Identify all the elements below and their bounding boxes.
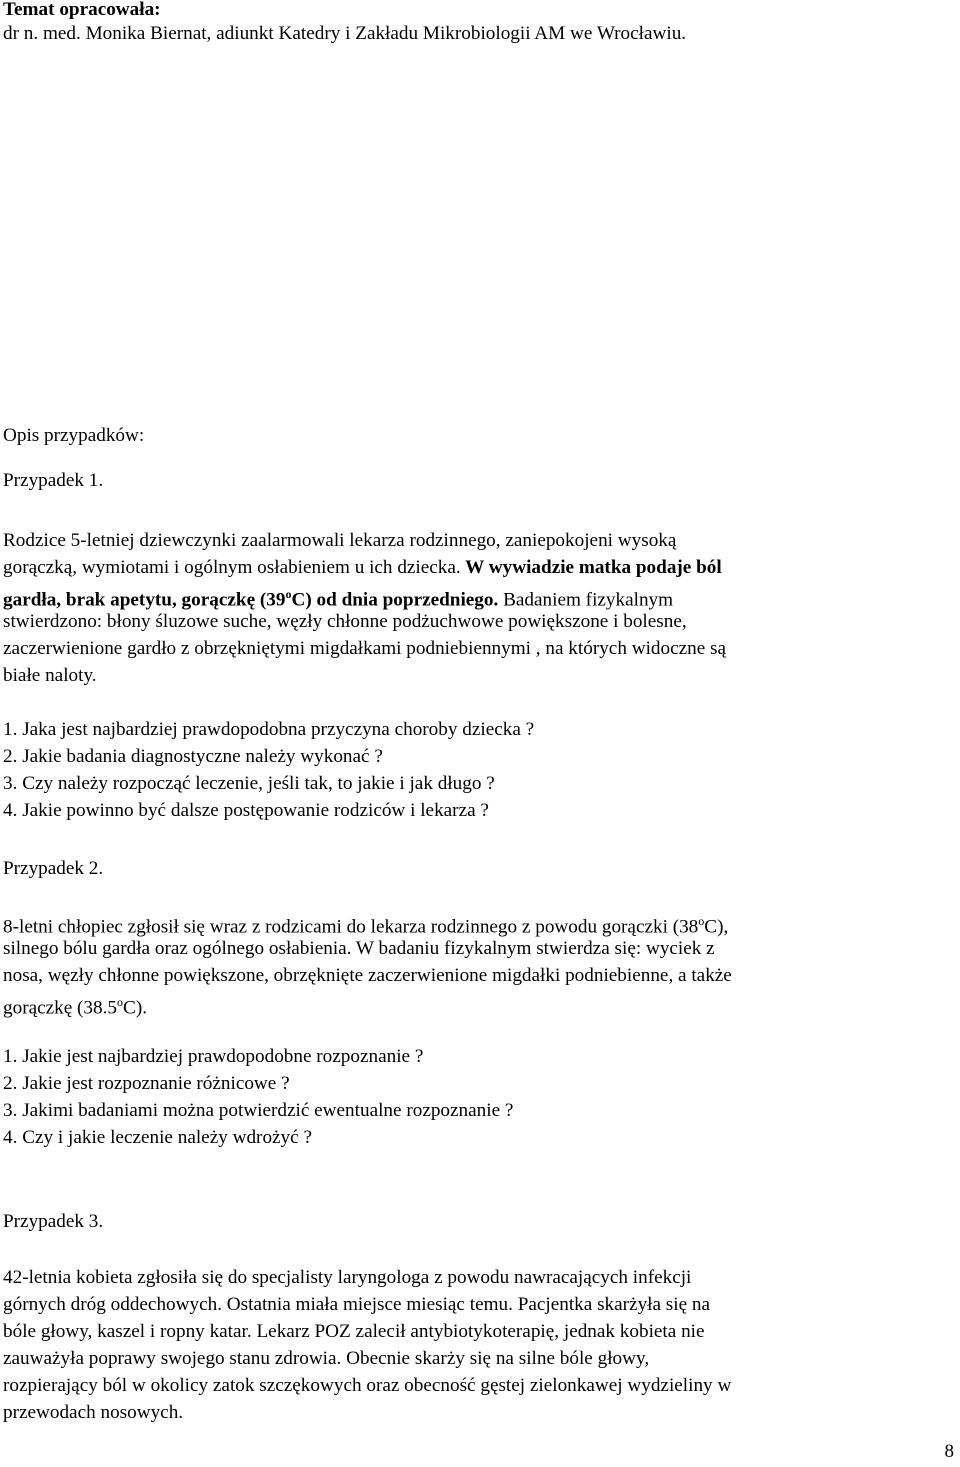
case-2-line-3: nosa, węzły chłonne powiększone, obrzęknięte zaczerwienione migdałki podniebienne, a także (3, 965, 732, 986)
case-1-line-2-a: gorączką, wymiotami i ogólnym osłabieniem u ich dziecka. (3, 557, 461, 578)
case-1-question-1: 1. Jaka jest najbardziej prawdopodobna przyczyna choroby dziecka ? (3, 719, 535, 740)
case-1-degree-sign: o (285, 587, 292, 601)
author-label: Temat opracowała: (3, 0, 161, 20)
case-3-line-3: bóle głowy, kaszel i ropny katar. Lekarz POZ zalecił antybiotykoterapię, jednak kobieta nie (3, 1321, 705, 1342)
case-1-line-5: zaczerwienione gardło z obrzękniętymi migdałkami podniebiennymi , na których widoczne są (3, 638, 727, 659)
author-name: dr n. med. Monika Biernat, adiunkt Katedry i Zakładu Mikrobiologii AM we Wrocławiu. (3, 23, 687, 44)
case-1-line-3-b: C) od dnia poprzedniego. (291, 589, 499, 611)
case-1-line-3-c: Badaniem fizykalnym (498, 589, 674, 611)
case-2-line-2: silnego bólu gardła oraz ogólnego osłabienia. W badaniu fizykalnym stwierdza się: wyciek z (3, 938, 715, 959)
case-2-line-1-b: C), (704, 916, 729, 938)
case-2-question-3: 3. Jakimi badaniami można potwierdzić ewentualne rozpoznanie ? (3, 1100, 514, 1121)
case-1-title: Przypadek 1. (3, 470, 104, 491)
case-2-line-4-b: C). (123, 997, 147, 1019)
case-3-line-4: zauważyła poprawy swojego stanu zdrowia. Obecnie skarży się na silne bóle głowy, (3, 1348, 650, 1369)
case-2-degree-sign-1: o (698, 914, 705, 928)
case-1-question-3: 3. Czy należy rozpocząć leczenie, jeśli tak, to jakie i jak długo ? (3, 773, 495, 794)
section-title: Opis przypadków: (3, 425, 145, 446)
case-1-question-2: 2. Jakie badania diagnostyczne należy wykonać ? (3, 746, 383, 767)
case-1-line-6: białe naloty. (3, 665, 97, 686)
case-1-line-3-a: gardła, brak apetytu, gorączkę (39 (3, 589, 286, 611)
case-3-line-6: przewodach nosowych. (3, 1402, 184, 1423)
case-1-question-4: 4. Jakie powinno być dalsze postępowanie rodziców i lekarza ? (3, 800, 489, 821)
case-3-line-1: 42-letnia kobieta zgłosiła się do specjalisty laryngologa z powodu nawracających infekcji (3, 1267, 692, 1288)
case-2-question-2: 2. Jakie jest rozpoznanie różnicowe ? (3, 1073, 290, 1094)
case-2-question-1: 1. Jakie jest najbardziej prawdopodobne rozpoznanie ? (3, 1046, 424, 1067)
case-2-line-4 (3, 989, 147, 1021)
case-2-line-1-a: 8-letni chłopiec zgłosił się wraz z rodzicami do lekarza rodzinnego z powodu gorączki (38 (3, 916, 699, 938)
case-3-title: Przypadek 3. (3, 1211, 104, 1232)
case-1-line-1: Rodzice 5-letniej dziewczynki zaalarmowali lekarza rodzinnego, zaniepokojeni wysoką (3, 530, 677, 551)
case-2-degree-sign-2: o (117, 995, 124, 1009)
case-1-line-2 (3, 554, 722, 581)
case-2-title: Przypadek 2. (3, 858, 104, 879)
case-3-line-2: górnych dróg oddechowych. Ostatnia miała miejsce miesiąc temu. Pacjentka skarżyła się na (3, 1294, 711, 1315)
case-1-line-2-b: W wywiadzie matka podaje ból (460, 557, 722, 578)
page-number: 8 (944, 1441, 954, 1462)
case-2-line-4-a: gorączkę (38.5 (3, 997, 118, 1019)
case-1-line-4: stwierdzono: błony śluzowe suche, węzły chłonne podżuchwowe powiększone i bolesne, (3, 611, 687, 632)
case-3-line-5: rozpierający ból w okolicy zatok szczękowych oraz obecność gęstej zielonkawej wydzieliny w (3, 1375, 732, 1396)
case-2-question-4: 4. Czy i jakie leczenie należy wdrożyć ? (3, 1127, 312, 1148)
